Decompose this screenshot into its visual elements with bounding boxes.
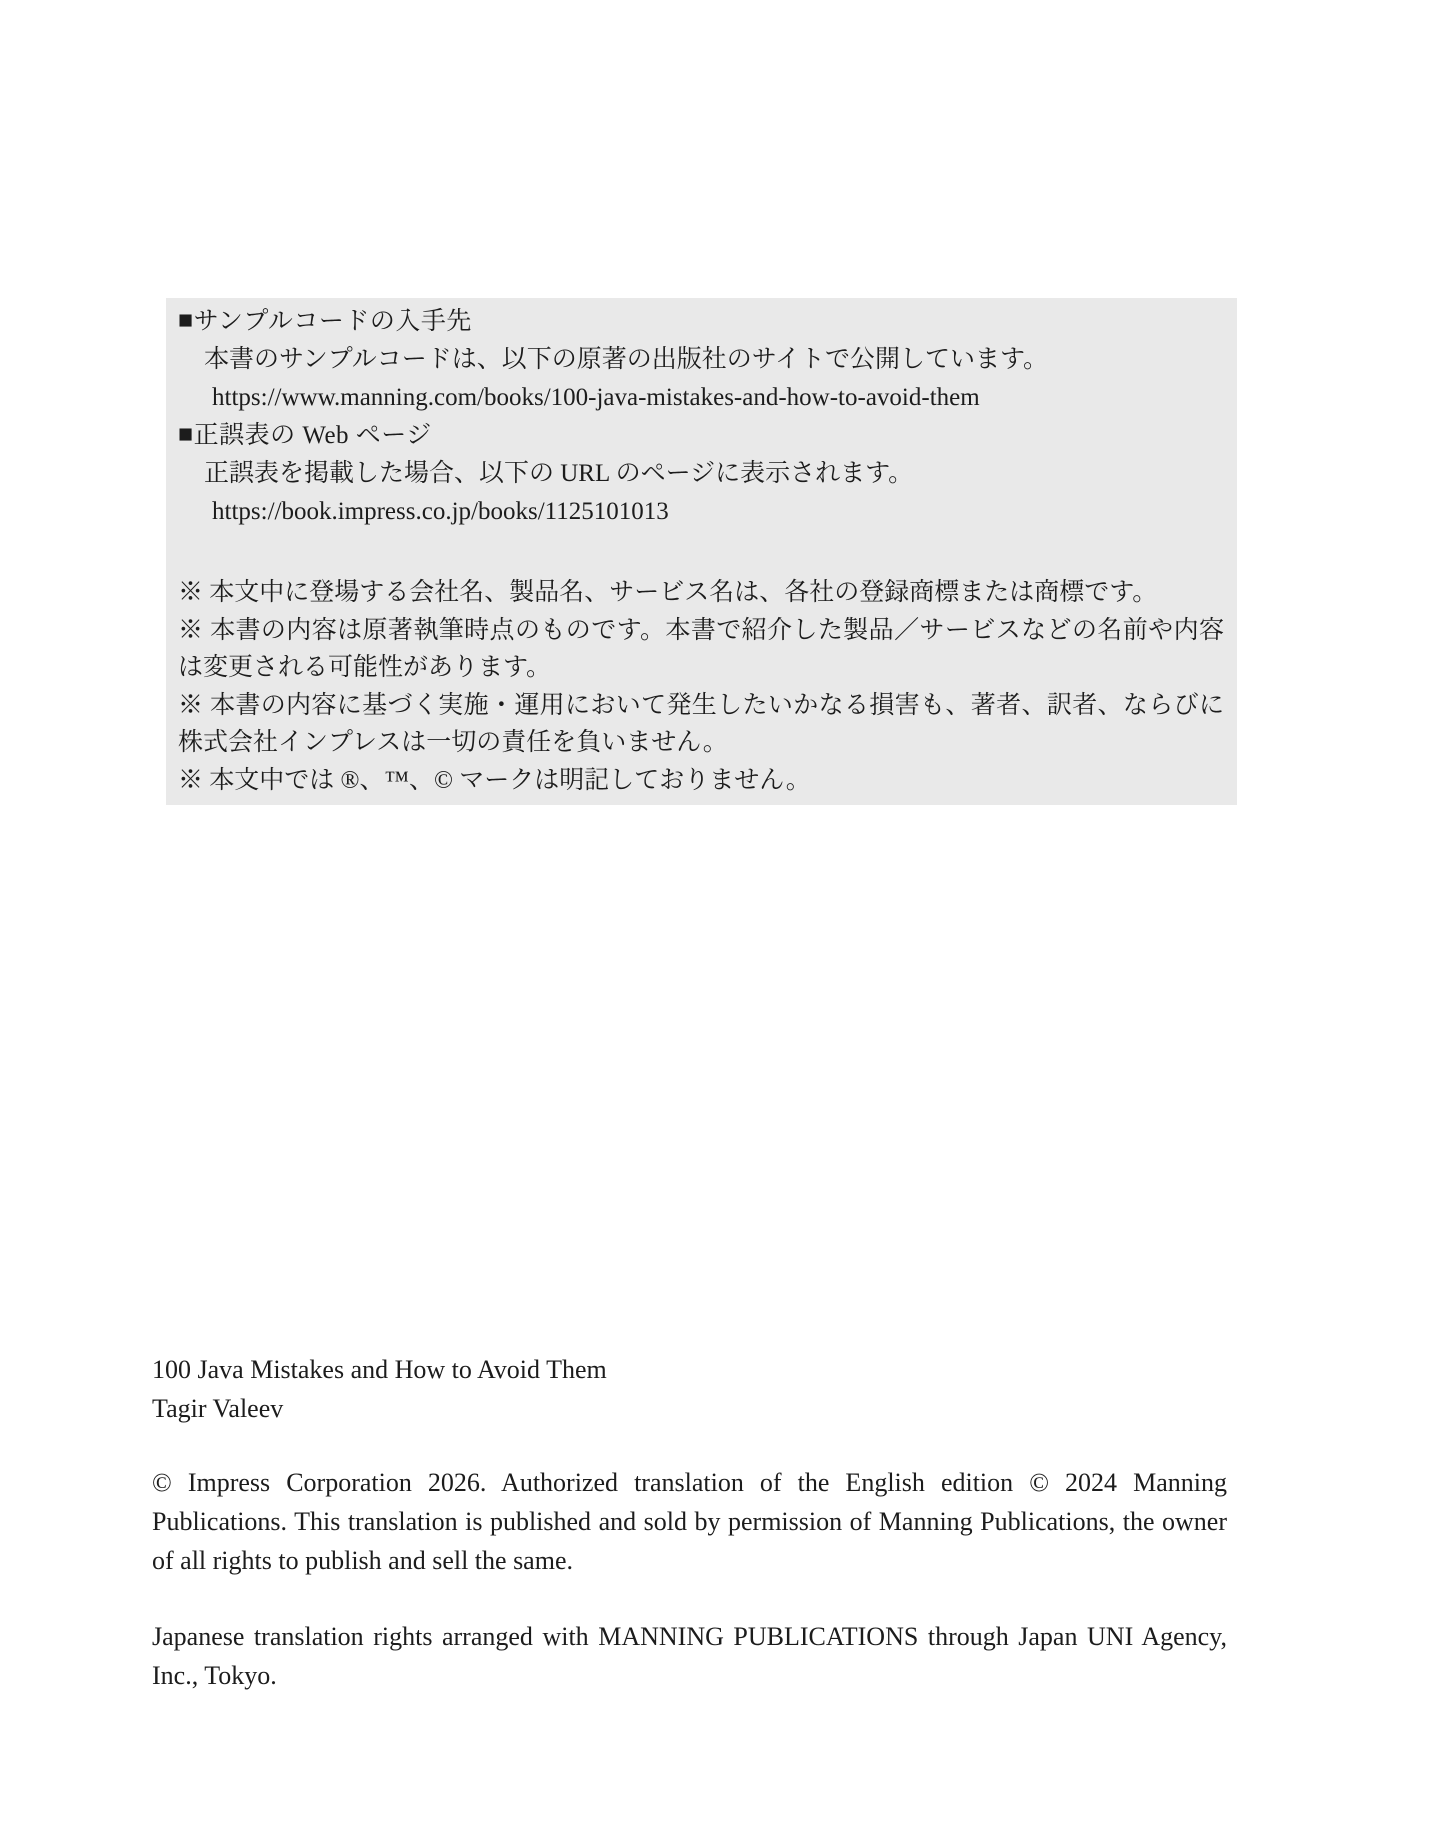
info-box [166,298,1237,805]
errata-description: 正誤表を掲載した場合、以下の URL のページに表示されます。 [204,460,914,487]
translation-rights-notice: Japanese translation rights arranged with MANNING PUBLICATIONS through Japan UNI Agency, Inc., Tokyo. [152,1622,1227,1690]
errata-heading [178,417,1224,455]
sample-code-url: https://www.manning.com/books/100-java-mistakes-and-how-to-avoid-them [212,384,980,411]
note-liability: ※ 本書の内容に基づく実施・運用において発生したいかなる損害も、著者、訳者、ならびに株式会社インプレスは一切の責任を負いません。 [178,692,1224,756]
colophon-block [152,1350,1227,1695]
square-bullet-icon: ■ [178,307,194,334]
disclaimer-notes [178,574,1224,799]
note-trademarks: ※ 本文中に登場する会社名、製品名、サービス名は、各社の登録商標または商標です。 [178,579,1158,606]
square-bullet-icon: ■ [178,421,194,448]
note-mark-omission: ※ 本文中では ®、™、© マークは明記しておりません。 [178,767,811,794]
copyright-notice: © Impress Corporation 2026. Authorized translation of the English edition © 2024 Manning Publications. This translation is published and sold by permission of Manning Publications, the owner of all rights to publish and sell the same. [152,1468,1227,1575]
sample-code-heading [178,303,1224,341]
sample-code-description: 本書のサンプルコードは、以下の原著の出版社のサイトで公開しています。 [204,346,1049,373]
errata-heading-label: 正誤表の Web ページ [193,422,432,449]
note-content-as-of-writing: ※ 本書の内容は原著執筆時点のものです。本書で紹介した製品／サービスなどの名前や内容は変更される可能性があります。 [178,617,1224,681]
book-title: 100 Java Mistakes and How to Avoid Them [152,1355,607,1384]
sample-code-heading-label: サンプルコードの入手先 [193,308,472,335]
book-author: Tagir Valeev [152,1394,284,1423]
errata-url: https://book.impress.co.jp/books/1125101013 [212,498,669,525]
